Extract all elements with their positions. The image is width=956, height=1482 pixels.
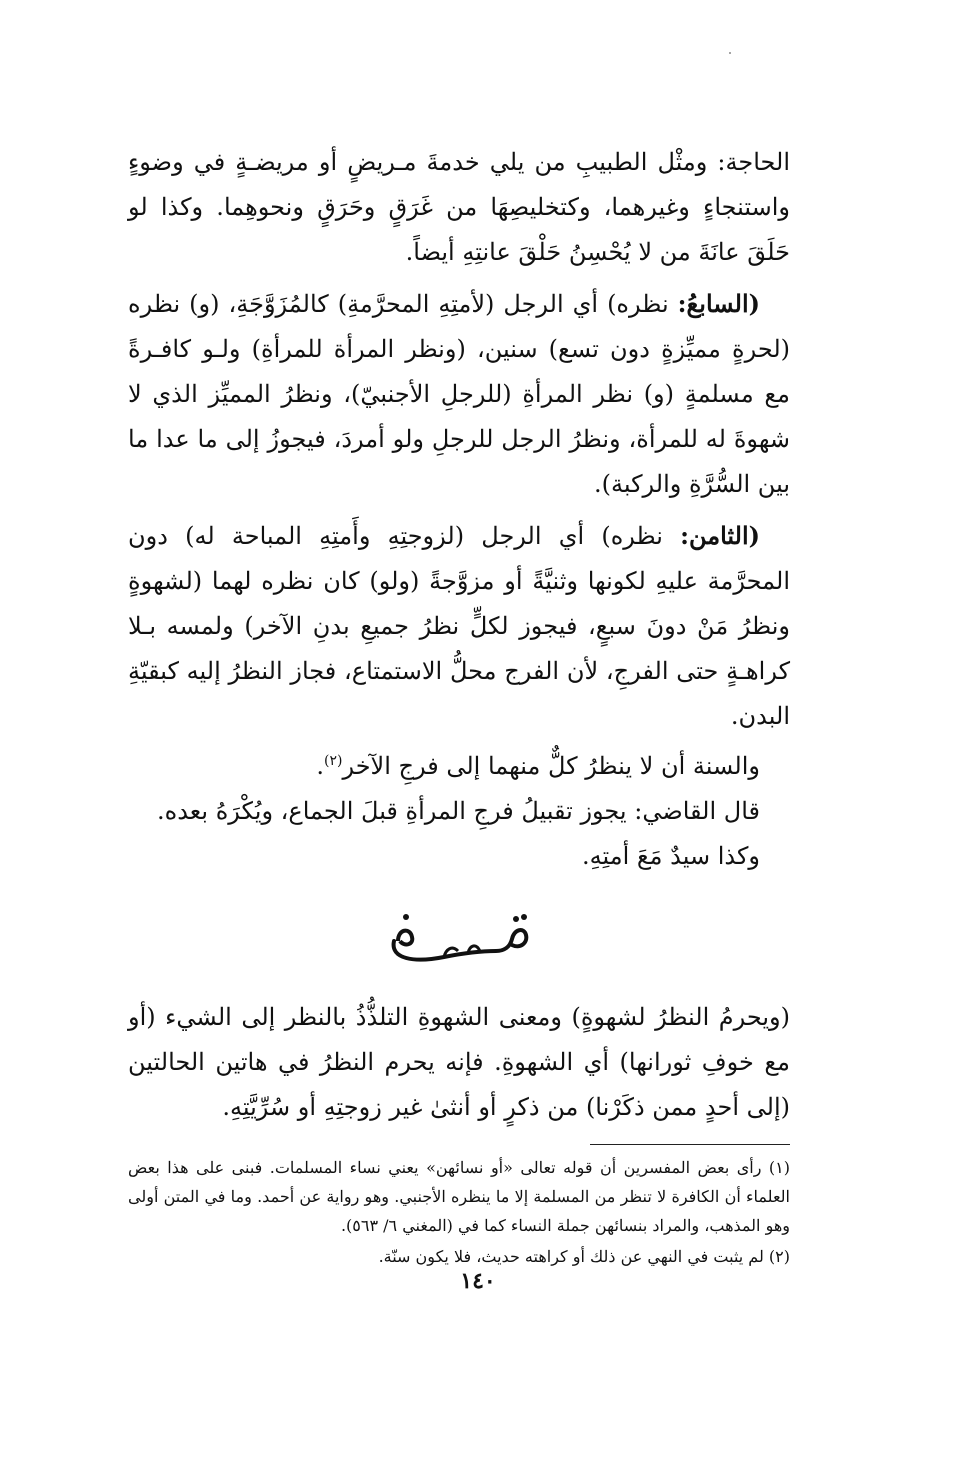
paragraph-5-text: قال القاضي: يجوز تقبيلُ فرجِ المرأةِ قبلَ الجماع، ويُكْرَهُ بعده. (157, 797, 760, 825)
paragraph-2-keyword: (السابعُ: (677, 289, 760, 318)
footnote-1: (١) رأى بعض المفسرين أن قوله تعالى «أو نسائهن» يعني نساء المسلمات. فبنى على هذا بعض العلماء أن الكافرة لا تنظر من المسلمة إلا ما ينظره الأجنبي. وهو رواية عن أحمد. وما في المتن أولى وهو المذهب، والمراد بنسائهن جملة النساء كما في (المغني ٦/ ٥٦٣). (128, 1158, 791, 1235)
paragraph-2 (128, 281, 790, 507)
paragraph-6-text: وكذا سيدٌ مَعَ أمتِهِ. (581, 842, 760, 870)
page-number: ١٤٠ (460, 1268, 496, 1294)
paragraph-4 (128, 739, 790, 789)
paragraph-1-text: الحاجة: ومثْل الطبيبِ من يلي خدمةَ مـريضٍ أو مريضـةٍ في وضوءٍ واستنجاءٍ وغيرهما، وكتخليصِهَا من غَرَقٍ وحَرَقٍ ونحوهِما. وكذا لو حَلَقَ عانَةَ من لا يُحْسِنُ حَلْقَ عانتِهِ أيضاً. (128, 148, 790, 266)
stray-mark (729, 52, 731, 54)
footnotes (128, 1153, 790, 1271)
section-heading (128, 901, 790, 981)
footnote-2: (٢) لم يثبت في النهي عن ذلك أو كراهته حديث، فلا يكون سنّة. (378, 1247, 790, 1266)
paragraph-3-text: نظره) أي الرجل (لزوجتِهِ وأَمتِهِ المباحة له) دون المحرَّمة عليهِ لكونها وثنيَّةً أو مزوَّجةً (ولو) كان نظره لهما (لشهوةٍ ونظرُ مَنْ دونَ سبعٍ، فيجوز لكلٍّ نظرُ جميعِ بدنِ الآخر) ولمسه بـلا كراهـةٍ حتى الفرجِ، لأن الفرج محلُّ الاستمتاع، فجاز النظرُ إليه كبقيّةِ البدن. (128, 522, 790, 730)
main-text (128, 140, 790, 1130)
footnote-ref-2: (٢) (324, 753, 343, 769)
section-heading-calligraphy (384, 901, 534, 973)
paragraph-7 (128, 995, 790, 1130)
paragraph-3 (128, 513, 790, 739)
page-content (128, 140, 790, 1271)
paragraph-3-keyword: (الثامن: (680, 521, 760, 550)
footnote-divider (590, 1144, 790, 1145)
paragraph-6 (128, 834, 790, 879)
paragraph-7-text: (ويحرمُ النظرُ لشهوةٍ) ومعنى الشهوةِ التلذُّذُ بالنظر إلى الشيء (أو مع خوفِ ثورانها) أي الشهوةِ. فإنه يحرم النظرُ في هاتين الحالتين (إلى أحدٍ ممن ذكَرْنا) من ذكرٍ أو أنثىٰ غير زوجتِهِ أو سُرِّيَّتِهِ. (128, 1003, 790, 1121)
paragraph-2-text: نظره) أي الرجل (لأمتِهِ المحرَّمةِ) كالمُزَوَّجَةِ، (و) نظره (لحرةٍ مميِّزةٍ دون تسع) سنين، (ونظر المرأة للمرأةِ) ولـو كافـرةً مع مسلمةٍ (و) نظر المرأةِ (للرجلِ الأجنبيّ)، ونظرُ المميِّز الذي لا شهوةَ له للمرأة، ونظرُ الرجل للرجلِ ولو أمردَ، فيجوزُ إلى ما عدا ما بين السُّرَّةِ والركبة). (128, 290, 790, 498)
paragraph-4-text: والسنة أن لا ينظرُ كلٌّ منهما إلى فرجِ الآخر (342, 752, 760, 780)
paragraph-5 (128, 789, 790, 834)
paragraph-4-end: . (316, 752, 324, 780)
paragraph-1 (128, 140, 790, 275)
